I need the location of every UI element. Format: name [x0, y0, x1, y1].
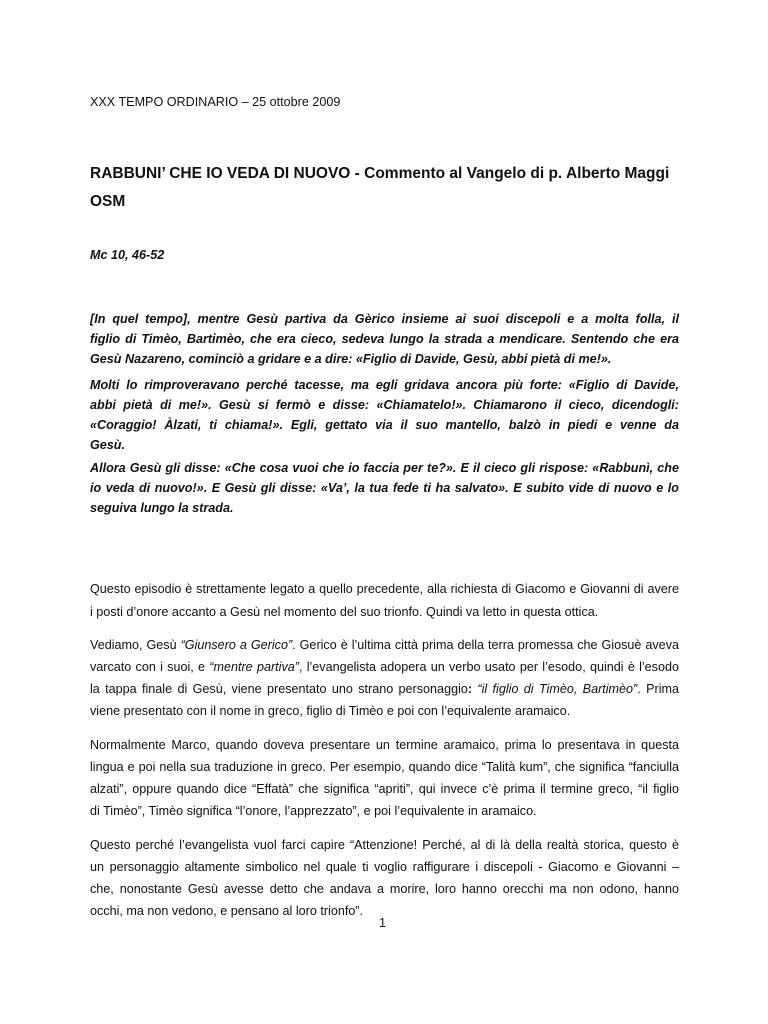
gospel-reference: Mc 10, 46-52 [90, 248, 165, 262]
text-run: varcato con i suoi, e [90, 660, 210, 674]
text-run: la tappa finale di Gesù, viene presentato uno strano personaggio [90, 682, 468, 696]
gospel-p2-line: Molti lo rimproveravano perché tacesse, ma egli gridava ancora più forte: «Figlio di Davide, [90, 378, 679, 392]
page-number: 1 [379, 916, 387, 930]
text-run: . Gerico è l’ultima città prima della terra promessa che Giosuè aveva [292, 638, 679, 652]
commentary-p4-line: Questo perché l’evangelista vuol farci capire “Attenzione! Perché, al di là della realtà storica, questo è [90, 838, 679, 852]
gospel-p2-line: abbi pietà di me!». Gesù si fermò e disse: «Chiamatelo!». Chiamarono il cieco, dicendogli: [90, 398, 679, 412]
quote-run: “il figlio di Timèo, Bartimèo” [472, 682, 638, 696]
gospel-p3-line: seguiva lungo la strada. [90, 501, 234, 515]
commentary-p2-line [90, 660, 679, 674]
commentary-p1-line: Questo episodio è strettamente legato a quello precedente, alla richiesta di Giacomo e Giovanni di avere [90, 582, 679, 596]
text-run: : [467, 682, 473, 696]
commentary-p3-line: alzati”, oppure quando dice “Effatà” che significa “apriti”, qui invece c’è prima il termine greco, “il figlio [90, 782, 679, 796]
quote-run: “Giunsero a Gerico” [180, 638, 293, 652]
quote-run: “mentre partiva” [209, 660, 299, 674]
gospel-p1-line: Gesù Nazareno, cominciò a gridare e a dire: «Figlio di Davide, Gesù, abbi pietà di me!». [90, 352, 612, 366]
gospel-p2-line: «Coraggio! Àlzati, ti chiama!». Egli, gettato via il suo mantello, balzò in piedi e venne da [90, 418, 679, 432]
text-run: , l’evangelista adopera un verbo usato per l’esodo, quindi è l’esodo [298, 660, 679, 674]
gospel-p1-line: figlio di Timèo, Bartimèo, che era cieco, sedeva lungo la strada a mendicare. Sentendo che era [90, 332, 679, 346]
commentary-p4-line: un personaggio altamente simbolico nel quale ti voglio raffigurare i discepoli - Giacomo e Giovanni – [90, 860, 679, 874]
document-title-line-2: OSM [90, 193, 126, 210]
liturgical-date: XXX TEMPO ORDINARIO – 25 ottobre 2009 [90, 95, 341, 109]
commentary-p4-line: occhi, ma non vedono, e pensano al loro trionfo”. [90, 904, 364, 918]
commentary-p2-line [90, 638, 679, 652]
commentary-p2-line: viene presentato con il nome in greco, figlio di Timèo e poi con l’equivalente aramaico. [90, 704, 571, 718]
gospel-p3-line: Allora Gesù gli disse: «Che cosa vuoi che io faccia per te?». E il cieco gli rispose: «Rabbunì, che [90, 461, 679, 475]
commentary-p3-line: lingua e poi nella sua traduzione in greco. Per esempio, quando dice “Talità kum”, che significa “fanciulla [90, 760, 679, 774]
gospel-p2-line: Gesù. [90, 438, 125, 452]
text-run: Vediamo, Gesù [90, 638, 181, 652]
commentary-p3-line: Normalmente Marco, quando doveva presentare un termine aramaico, prima lo presentava in questa [90, 738, 679, 752]
document-title-line-1: RABBUNI’ CHE IO VEDA DI NUOVO - Commento al Vangelo di p. Alberto Maggi [90, 165, 670, 182]
gospel-p1-line: [In quel tempo], mentre Gesù partiva da Gèrico insieme ai suoi discepoli e a molta folla, il [90, 312, 679, 326]
commentary-p1-line: i posti d’onore accanto a Gesù nel momento del suo trionfo. Quindi va letto in questa ottica. [90, 605, 599, 619]
commentary-p4-line: che, nonostante Gesù avesse detto che andava a morire, loro hanno orecchi ma non odono, hanno [90, 882, 679, 896]
commentary-p2-line [90, 682, 679, 696]
commentary-p3-line: di Timèo”, Timèo significa “l’onore, l’apprezzato”, e poi l’equivalente in aramaico. [90, 804, 537, 818]
text-run: . Prima [637, 682, 679, 696]
gospel-p3-line: io veda di nuovo!». E Gesù gli disse: «Va’, la tua fede ti ha salvato». E subito vide di nuovo e lo [90, 481, 679, 495]
